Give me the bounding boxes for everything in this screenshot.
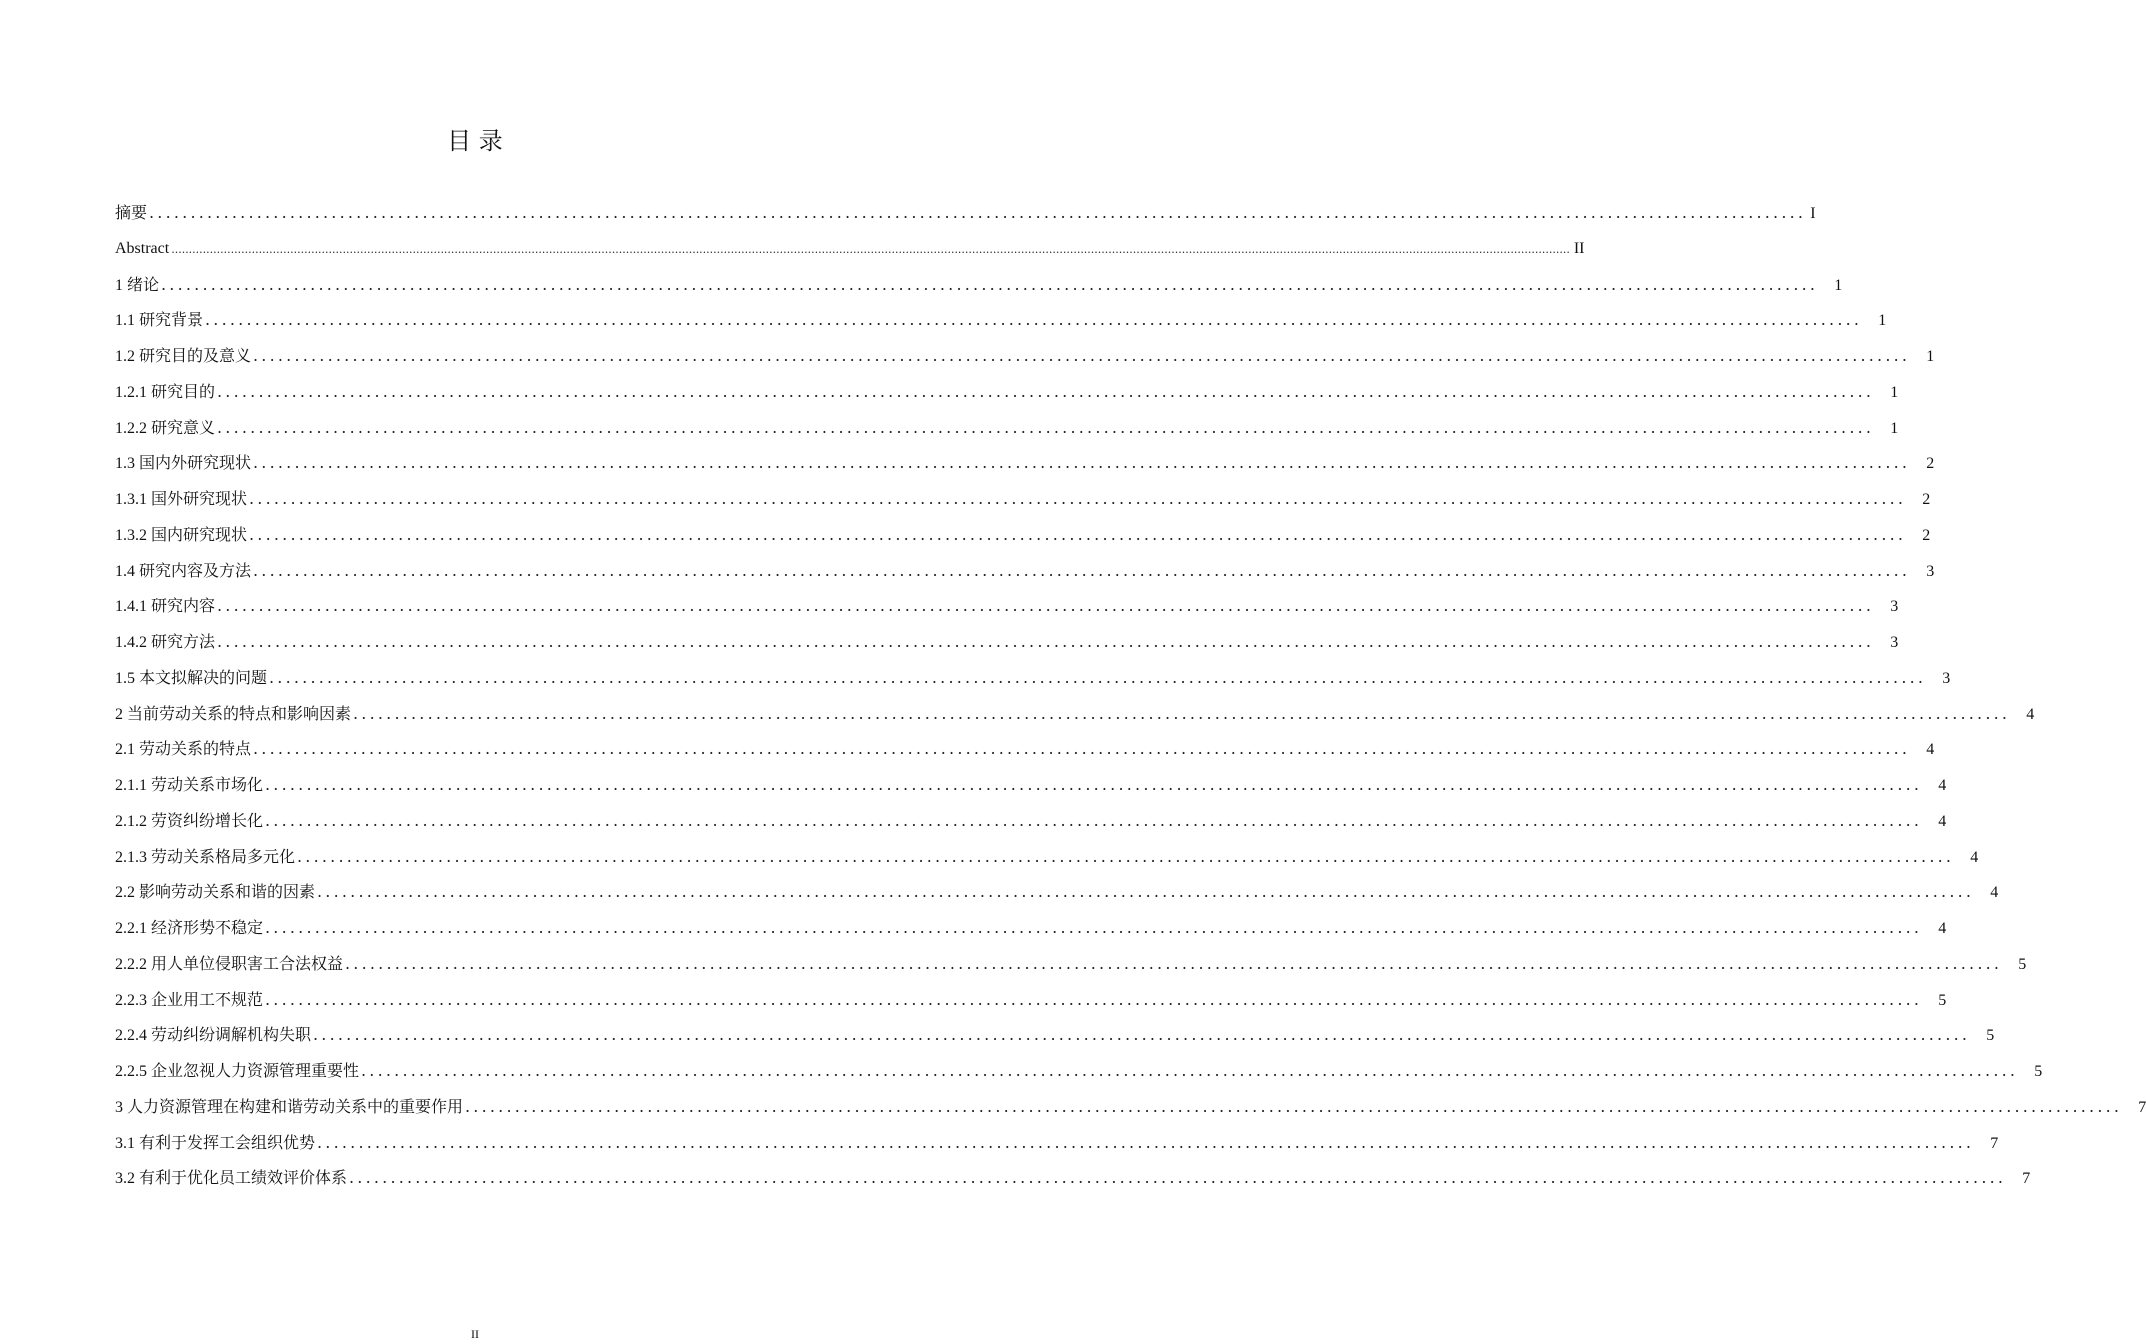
page-number-footer: II [471, 1327, 479, 1341]
toc-entry-page: 1 [1890, 419, 1899, 437]
toc-entry[interactable] [115, 910, 1947, 946]
toc-entry[interactable] [115, 767, 1947, 803]
toc-leader-dots: ........................................................................................................................................................................................................ [297, 846, 1955, 866]
toc-entry[interactable] [115, 267, 1843, 303]
toc-leader-dots: ........................................................................................................................................................................................................ [265, 775, 1923, 794]
toc-entry[interactable] [115, 731, 1935, 767]
toc-entry-label: 1.3.1 国外研究现状 [115, 491, 248, 508]
toc-leader-dots: ........................................................................................................................................................................................................ [253, 560, 1911, 580]
toc-leader-dots: ........................................................................................................................................................................................................ [249, 524, 1907, 544]
toc-leader-dots: ........................................................................................................................................................................................................ [217, 381, 1875, 401]
toc-entry-label: 2.2.2 用人单位侵职害工合法权益 [115, 955, 344, 973]
toc-entry-label: Abstract [115, 239, 170, 257]
toc-entry-page: 7 [1990, 1134, 1999, 1152]
toc-entry-page: 4 [2026, 705, 2035, 723]
toc-leader-dots: ........................................................................................................................................................................................................ [265, 918, 1923, 937]
toc-leader-dots: ........................................................................................................................................................................................................ [265, 989, 1923, 1009]
toc-entry[interactable] [115, 1017, 1995, 1053]
toc-entry-page: 5 [2018, 955, 2027, 973]
toc-entry-page: 7 [2022, 1170, 2031, 1188]
toc-leader-dots: ........................................................................................................................................................................................................ [353, 703, 2011, 723]
toc-entry-label: 2.2 影响劳动关系和谐的因素 [115, 884, 316, 902]
toc-entry-page: 7 [2138, 1098, 2146, 1116]
toc-entry-label: 3 人力资源管理在构建和谐劳动关系中的重要作用 [115, 1098, 464, 1116]
toc-entry-label: 2.2.5 企业忽视人力资源管理重要性 [115, 1063, 360, 1080]
toc-entry-label: 1.2.1 研究目的 [115, 383, 216, 401]
toc-entry-label: 1.1 研究背景 [115, 312, 204, 330]
toc-entry-label: 1.4.2 研究方法 [115, 634, 216, 651]
toc-entry-page: 4 [1926, 741, 1935, 759]
toc-leader-dots: ........................................................................................................................................................................................................ [149, 203, 1807, 222]
toc-entry[interactable] [115, 302, 1887, 338]
toc-entry[interactable] [115, 338, 1935, 374]
toc-entry-page: I [1810, 205, 1816, 222]
toc-entry-page: 4 [1938, 920, 1947, 937]
toc-entry[interactable] [115, 195, 1816, 231]
toc-entry[interactable] [115, 1160, 2031, 1196]
toc-entry-page: 5 [2034, 1063, 2043, 1080]
toc-entry-page: 4 [1990, 884, 1999, 902]
toc-entry[interactable] [115, 1089, 2146, 1125]
toc-leader-dots: ........................................................................................................................................................................................................ [249, 489, 1907, 508]
toc-entry-label: 2.1 劳动关系的特点 [115, 741, 252, 759]
toc-entry-label: 2 当前劳动关系的特点和影响因素 [115, 705, 352, 723]
toc-entry-label: 2.1.1 劳动关系市场化 [115, 777, 264, 794]
toc-leader-dots: ........................................................................................................................................................................................................ [349, 1168, 2007, 1188]
toc-entry[interactable] [115, 517, 1931, 553]
toc-leader-dots: ........................................................................................................................................................................................................ [317, 882, 1975, 902]
toc-entry[interactable] [115, 374, 1899, 410]
toc-leader-dots: ........................................................................................................................................................................................................ [253, 739, 1911, 759]
toc-entry-page: 4 [1970, 848, 1979, 866]
toc-leader-dots: ........................................................................................................................................................................................................ [317, 1132, 1975, 1152]
toc-entry-page: 2 [1926, 455, 1935, 473]
toc-entry[interactable] [115, 874, 1999, 910]
toc-leader-dots: ........................................................................................................................................................................................................ [345, 953, 2003, 973]
toc-entry-page: 4 [1938, 812, 1947, 830]
toc-entry[interactable] [115, 1053, 2043, 1089]
toc-entry-page: 2 [1922, 491, 1931, 508]
toc-entry[interactable] [115, 946, 2027, 982]
toc-leader-dots: ........................................................................................................................................................................................................ [217, 417, 1875, 437]
toc-entry[interactable] [115, 982, 1947, 1018]
toc-entry-label: 2.2.1 经济形势不稳定 [115, 920, 264, 937]
toc-leader-dots: ........................................................................................................................................................................................................ [361, 1061, 2019, 1080]
page-title: 目 录 [447, 127, 503, 155]
toc-entry-label: 1.2 研究目的及意义 [115, 348, 252, 365]
toc-entry[interactable] [115, 445, 1935, 481]
toc-entry-label: 1.3.2 国内研究现状 [115, 526, 248, 544]
toc-entry-label: 1.5 本文拟解决的问题 [115, 669, 268, 687]
toc-entry-label: 1.4.1 研究内容 [115, 598, 216, 616]
toc-entry-label: 3.1 有利于发挥工会组织优势 [115, 1134, 316, 1152]
toc-entry-page: 1 [1926, 348, 1935, 365]
toc-entry-label: 1 绪论 [115, 276, 160, 294]
toc-leader-dots: ........................................................................................................................................................................................................ [205, 310, 1863, 330]
toc-entry-page: 2 [1922, 526, 1931, 544]
toc-entry-label: 摘要 [115, 205, 148, 222]
toc-entry-label: 1.3 国内外研究现状 [115, 455, 252, 473]
toc-entry-label: 3.2 有利于优化员工绩效评价体系 [115, 1170, 348, 1188]
toc-entry[interactable] [115, 660, 1951, 696]
toc-leader-dots: ........................................................................................................................................................................................................ [217, 596, 1875, 616]
toc-leader-dots: ........................................................................................................................................................................................................ [465, 1096, 2123, 1116]
toc-entry-label: 2.2.3 企业用工不规范 [115, 991, 264, 1009]
toc-entry-label: 2.2.4 劳动纠纷调解机构失职 [115, 1027, 312, 1045]
toc-entry-page: 3 [1890, 634, 1899, 651]
toc-entry-page: 1 [1834, 276, 1843, 294]
toc-entry-label: 2.1.3 劳动关系格局多元化 [115, 848, 296, 866]
toc-leader-dots: ........................................................................................................................................................................................................ [313, 1025, 1971, 1045]
toc-entry[interactable] [115, 553, 1935, 589]
toc-entry[interactable] [115, 624, 1899, 660]
toc-entry-page: II [1573, 239, 1585, 257]
toc-entry-label: 1.4 研究内容及方法 [115, 562, 252, 580]
toc-entry-page: 4 [1938, 777, 1947, 794]
toc-entry-page: 3 [1942, 669, 1951, 687]
toc-entry[interactable] [115, 696, 2035, 732]
toc-entry-label: 1.2.2 研究意义 [115, 419, 216, 437]
toc-leader-dots: ........................................................................................................................................................................................................ [253, 346, 1911, 365]
toc-entry[interactable] [115, 1125, 1999, 1161]
toc-entry[interactable] [115, 231, 1585, 267]
toc-leader-dots: ........................................................................................................................................................................................................ [269, 667, 1927, 687]
toc-leader-dots: ........................................................................................................................................................................................................ [161, 274, 1819, 294]
toc-entry[interactable] [115, 410, 1899, 446]
toc-entry-page: 3 [1890, 598, 1899, 616]
toc-entry[interactable] [115, 839, 1979, 875]
table-of-contents [115, 195, 2146, 1196]
toc-entry-label: 2.1.2 劳资纠纷增长化 [115, 812, 264, 830]
toc-leader-dots: ........................................................................................................................................................................................................ [217, 632, 1875, 651]
toc-entry[interactable] [115, 481, 1931, 517]
toc-leader-dots: ........................................................................................................................................................................................................ [265, 810, 1923, 830]
toc-entry-page: 1 [1878, 312, 1887, 330]
toc-entry[interactable] [115, 588, 1899, 624]
toc-leader-dots: ........................................................................................................................................................................................................ [253, 453, 1911, 473]
toc-entry[interactable] [115, 803, 1947, 839]
toc-entry-page: 1 [1890, 383, 1899, 401]
toc-leader-dots: ................................................................................................................................................................................................................................................................................................................................................................................................................ [171, 242, 1570, 256]
toc-entry-page: 5 [1938, 991, 1947, 1009]
toc-entry-page: 5 [1986, 1027, 1995, 1045]
toc-entry-page: 3 [1926, 562, 1935, 580]
